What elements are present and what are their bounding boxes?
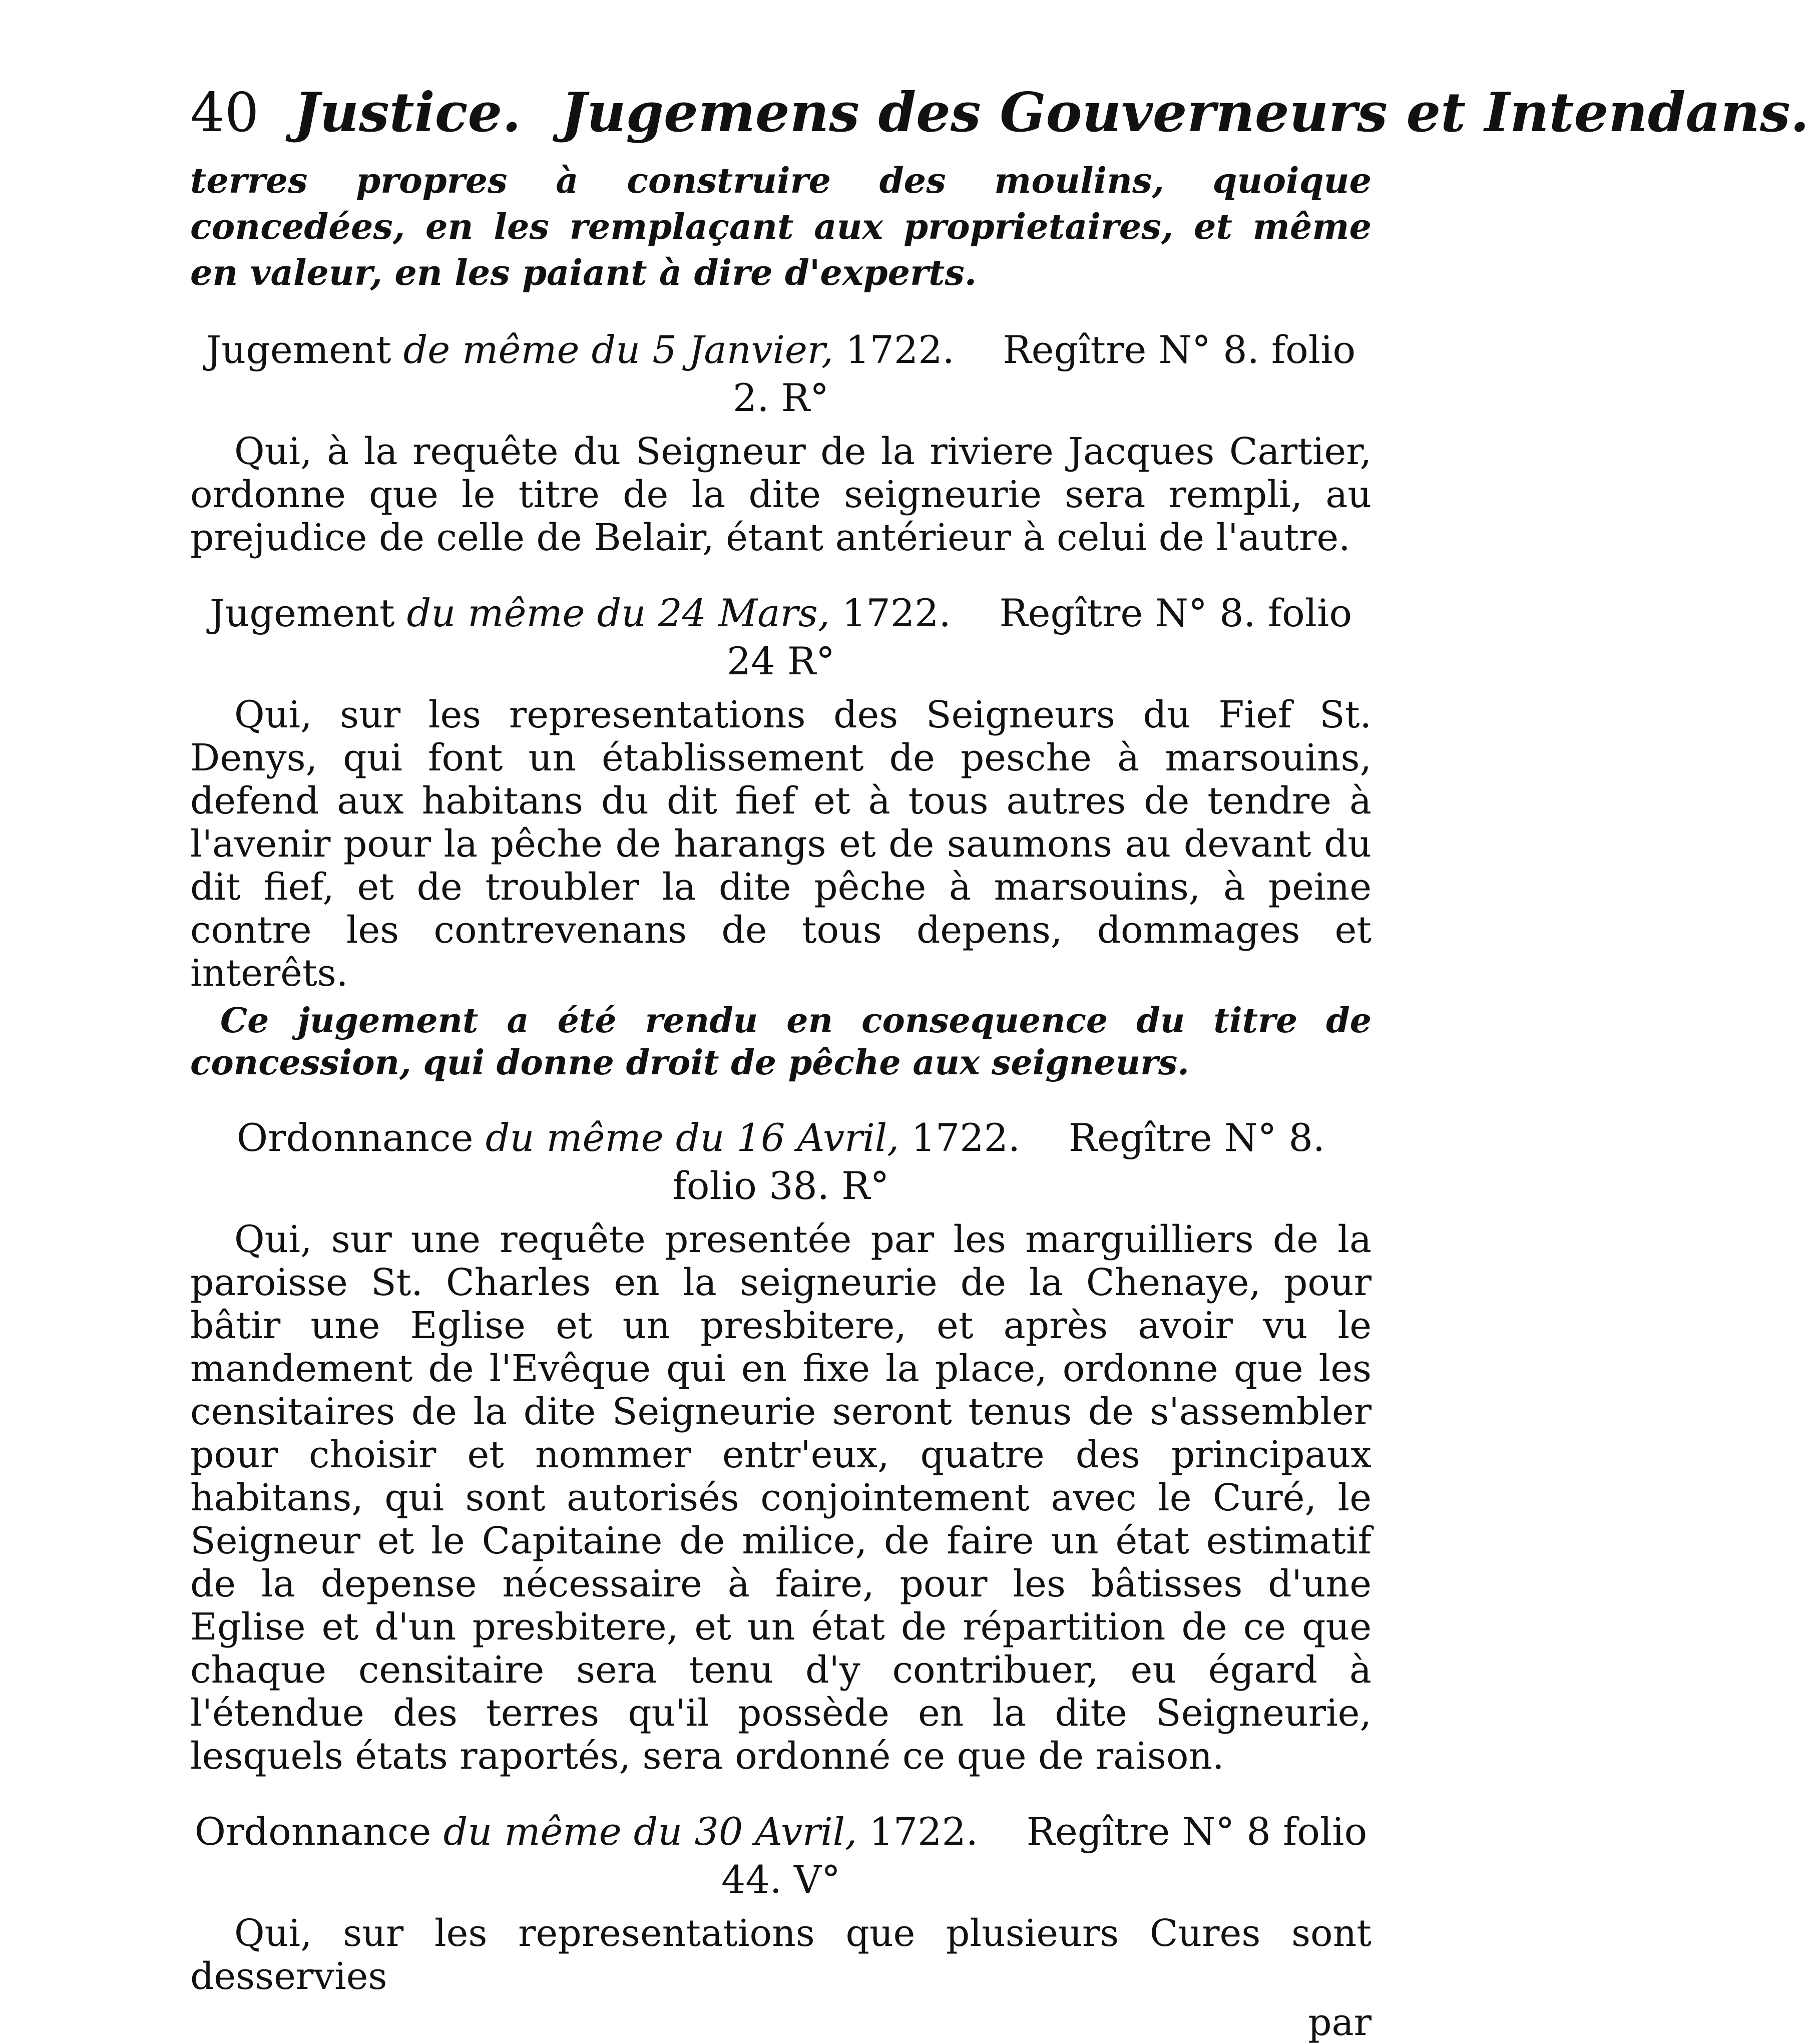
entry-date: 16 Avril,: [736, 1115, 899, 1160]
entry-date: 30 Avril,: [694, 1809, 857, 1854]
entry-4: [190, 1808, 1372, 1998]
entry-year: 1722.: [911, 1115, 1021, 1160]
entry-note: Ce jugement a été rendu en consequence du titre de concession, qui donne droit de pêche aux seigneurs.: [190, 1001, 1372, 1083]
entry-rest: de même du: [403, 327, 641, 372]
entry-rest: du même du: [485, 1115, 725, 1160]
page-number: 40: [190, 82, 259, 144]
entry-kind: Jugement: [209, 591, 395, 635]
entry-heading: [190, 1808, 1372, 1904]
running-header: [190, 75, 1809, 151]
entry-rest: du même du: [443, 1809, 683, 1854]
entry-date: 24 Mars,: [658, 591, 830, 635]
document-page: [190, 75, 1809, 2044]
entry-registre: Regître N° 8. folio 38. R°: [672, 1115, 1325, 1208]
entry-2: [190, 589, 1372, 1084]
entry-heading: [190, 1114, 1372, 1210]
header-subtitle: Jugemens des Gouverneurs et Intendans.: [561, 81, 1809, 144]
entry-year: 1722.: [842, 591, 951, 635]
entry-body: Qui, à la requête du Seigneur de la riviere Jacques Cartier, ordonne que le titre de la dite seigneurie sera rempli, au prejudice de celle de Belair, étant antérieur à celui de l'autre.: [190, 430, 1372, 559]
header-title: Justice.: [294, 81, 521, 144]
entry-rest: du même du: [406, 591, 646, 635]
entry-year: 1722.: [845, 327, 955, 372]
entry-registre: Regître N° 8 folio 44. V°: [721, 1809, 1368, 1902]
entry-body: Qui, sur les representations des Seigneurs du Fief St. Denys, qui font un établissement de pesche à marsouins, defend aux habitans du dit fief et à tous autres de tendre à l'avenir pour la pêche de harangs et de saumons au devant du dit fief, et de troubler la dite pêche à marsouins, à peine contre les contrevenans de tous depens, dommages et interêts.: [190, 693, 1372, 995]
entry-heading: [190, 326, 1372, 422]
entry-registre: Regître N° 8. folio 24 R°: [726, 591, 1352, 683]
entry-3: [190, 1114, 1372, 1778]
entry-body: Qui, sur une requête presentée par les marguilliers de la paroisse St. Charles en la seigneurie de la Chenaye, pour bâtir une Eglise et un presbitere, et après avoir vu le mandement de l'Evêque qui en fixe la place, ordonne que les censitaires de la dite Seigneurie seront tenus de s'assembler pour choisir et nommer entr'eux, quatre des principaux habitans, qui sont autorisés conjointement avec le Curé, le Seigneur et le Capitaine de milice, de faire un état estimatif de la depense nécessaire à faire, pour les bâtisses d'une Eglise et d'un presbitere, et un état de répartition de ce que chaque censitaire sera tenu d'y contribuer, eu égard à l'étendue des terres qu'il possède en la dite Seigneurie, lesquels états raportés, sera ordonné ce que de raison.: [190, 1218, 1372, 1778]
entry-kind: Ordonnance: [194, 1809, 431, 1854]
entry-date: 5 Janvier,: [652, 327, 833, 372]
entry-1: [190, 326, 1372, 559]
catchword: par: [1308, 2001, 1372, 2044]
intro-paragraph: terres propres à construire des moulins, quoique concedées, en les remplaçant aux proprietaires, et même en valeur, en les paiant à dire d'experts.: [190, 160, 1372, 293]
entry-kind: Ordonnance: [236, 1115, 474, 1160]
entry-year: 1722.: [869, 1809, 978, 1854]
entry-body: Qui, sur les representations que plusieurs Cures sont desservies: [190, 1912, 1372, 1998]
entry-heading: [190, 589, 1372, 685]
entry-kind: Jugement: [206, 327, 391, 372]
entry-registre: Regître N° 8. folio 2. R°: [733, 327, 1356, 420]
